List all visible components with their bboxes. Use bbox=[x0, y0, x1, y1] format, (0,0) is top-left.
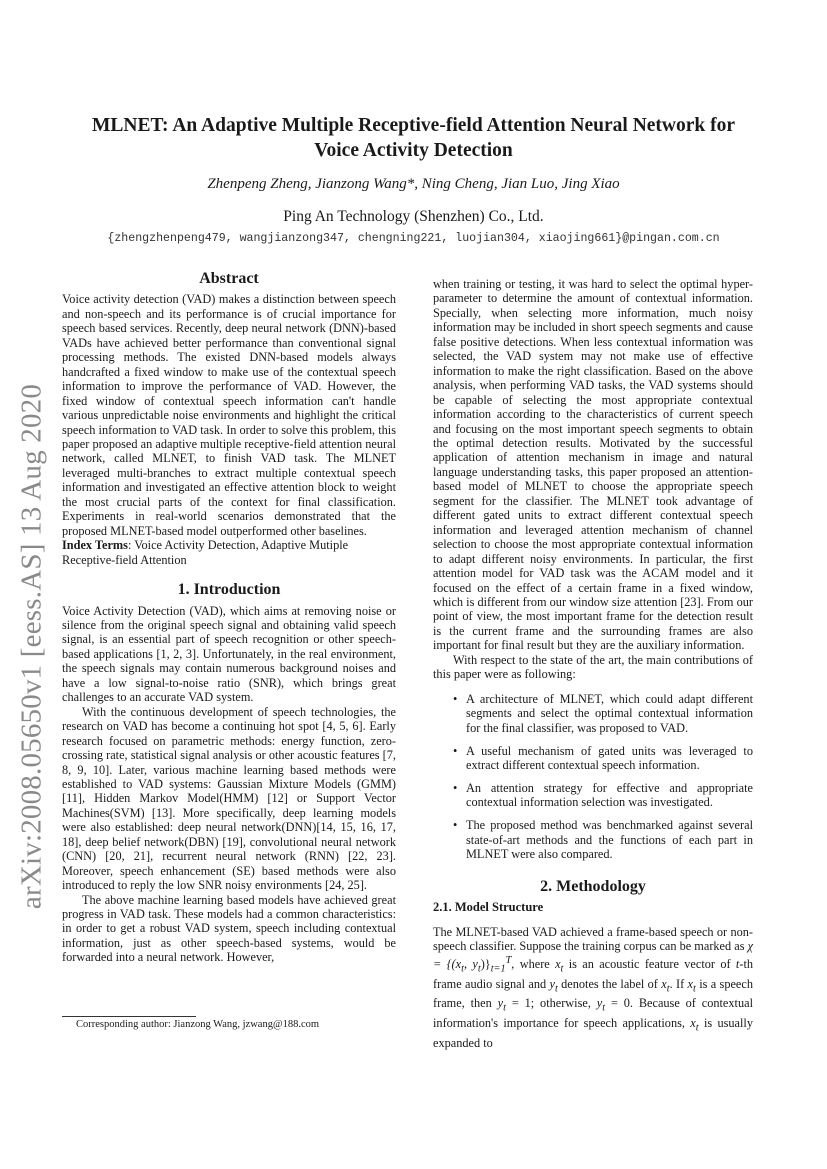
list-item-text: A useful mechanism of gated units was leveraged to extract different contextual speech information. bbox=[466, 743, 753, 772]
methodology-heading: 2. Methodology bbox=[540, 877, 646, 895]
methodology-paragraph bbox=[433, 925, 753, 1051]
title-line-2: Voice Activity Detection bbox=[314, 140, 513, 161]
authors: Zhenpeng Zheng, Jianzong Wang*, Ning Cheng, Jian Luo, Jing Xiao bbox=[207, 176, 620, 192]
text-segment: , where bbox=[511, 956, 556, 971]
title-line-1: MLNET: An Adaptive Multiple Receptive-field Attention Neural Network for bbox=[91, 115, 736, 136]
text-segment: t bbox=[602, 1002, 606, 1014]
footnote: Corresponding author: Jianzong Wang, jzwang@188.com bbox=[76, 1019, 320, 1030]
affiliation: Ping An Technology (Shenzhen) Co., Ltd. bbox=[283, 208, 544, 225]
text-segment: t bbox=[735, 956, 740, 971]
list-item-text: An attention strategy for effective and appropriate contextual information selection was investigated. bbox=[466, 780, 753, 810]
footnote-rule bbox=[62, 1016, 196, 1017]
index-terms bbox=[62, 538, 396, 567]
text-segment: )} bbox=[480, 956, 491, 971]
text-segment: . If bbox=[669, 976, 688, 991]
bullet-icon: • bbox=[453, 780, 458, 795]
abstract-text: Voice activity detection (VAD) makes a distinction between speech and non-speech and its performance is of crucial importance for speech based services. Recently, deep neural network (DNN)-based VADs have achieved better performance than conventional signal processing methods. The existed DNN-based models always handcrafted a fixed window to make use of the contextual speech information to improve the performance of VAD. However, the fixed window of contextual speech information can't handle various unpredictable noise environments and highlight the critical speech information to VAD task. In order to solve this problem, this paper proposed an adaptive multiple receptive-field attention neural network, called MLNET, to finish VAD task. The MLNET leveraged multi-branches to extract multiple contextual speech information and investigated an effective attention block to weight the most crucial parts of the context for final classification. Experiments in real-world scenarios demonstrated that the proposed MLNET-based model outperformed other baselines. bbox=[62, 292, 396, 538]
introduction-heading: 1. Introduction bbox=[177, 581, 281, 599]
paper-title bbox=[60, 113, 767, 163]
bullet-icon: • bbox=[453, 818, 458, 833]
text-segment: t bbox=[695, 1022, 699, 1034]
text-segment: is a speech frame, then bbox=[433, 976, 753, 1011]
bullet-icon: • bbox=[453, 743, 458, 758]
text-segment: is an acoustic feature vector of bbox=[563, 956, 736, 971]
text-segment: = 1; otherwise, bbox=[505, 996, 597, 1011]
text-segment: x bbox=[687, 976, 693, 991]
text-segment: = 0. Because of contextual information's importance for speech applications, bbox=[433, 996, 753, 1031]
text-segment: x bbox=[661, 976, 667, 991]
text-segment: y bbox=[497, 996, 504, 1011]
text-segment: denotes the label of bbox=[557, 976, 662, 991]
text-segment: x bbox=[690, 1016, 696, 1031]
list-item bbox=[433, 818, 753, 861]
list-item bbox=[433, 692, 753, 735]
intro-paragraph-5: With respect to the state of the art, the main contributions of this paper were as following: bbox=[433, 652, 753, 682]
intro-paragraph-2: With the continuous development of speech technologies, the research on VAD has become a continuing hot spot [4, 5, 6]. Early research focused on parametric methods: energy function, zero-crossing rate, statistical signal analysis or other acoustic features [7, 8, 9, 10]. Later, various machine learning based methods were established to VAD systems: Gaussian Mixture Models (GMM) [11], Hidden Markov Model(HMM) [12] or Support Vector Machines(SVM) [13]. More specifically, deep learning models were also established: deep neural network(DNN)[14, 15, 16, 17, 18], deep belief network(DBN) [19], convolutional neural network (CNN) [20, 21], recurrent neural network (RNN) [22, 23]. Moreover, speech enhancement (SE) based methods were also introduced to reply the low SNR noisy environments [24, 25]. bbox=[62, 704, 396, 893]
right-column bbox=[433, 277, 753, 1051]
text-segment: t bbox=[461, 963, 464, 975]
text-segment: t bbox=[503, 1002, 506, 1014]
text-segment: is usually expanded to bbox=[433, 1016, 754, 1051]
intro-paragraph-1: Voice Activity Detection (VAD), which aims at removing noise or silence from the original speech signal and obtaining valid speech signal, is an essential part of speech recognition or other speech-based applications [1, 2, 3]. Unfortunately, in the real environment, the speech signals may contain numerous background noises and have a low signal-to-noise ratio (SNR), which brings great challenges to an accurate VAD system. bbox=[62, 603, 396, 705]
text-segment: -th frame audio signal and bbox=[433, 956, 754, 991]
list-item bbox=[433, 744, 753, 773]
text-segment: x bbox=[555, 956, 561, 971]
list-item bbox=[433, 781, 753, 810]
text-segment: t bbox=[666, 982, 670, 994]
index-terms-text: : Voice Activity Detection, Adaptive Mutiple Receptive-field Attention bbox=[62, 538, 349, 567]
intro-paragraph-4: when training or testing, it was hard to select the optimal hyper-parameter to determine the amount of contextual information. Specially, when selecting more information, much noisy information may be included in short speech segments and cause false positive detections. When less contextual information was selected, the VAD system may not make use of effective information to make the right classification. Based on the above analysis, when performing VAD tasks, the VAD systems should be capable of selecting the most appropriate contextual information according to the characteristics of current speech and focusing on the most important speech segments to obtain the optimal detection results. Motivated by the successful application of attention mechanism in image and natural language understanding tasks, this paper proposed an attention-based model of MLNET to choose the appropriate speech segment for the classifier. The MLNET took advantage of different gated units to extract different contextual speech information and leveraged attention mechanism of channel selection to choose the most appropriate contextual information to adapt different noisy environments. In particular, the first attention model for VAD task was the ACAM model and it focused on the effect of a certain frame in a fixed window, which is different from our window size attention [23]. From our point of view, the most important frame for the detection result is the current frame and the surrounding frames are also important for final result but they are the auxiliary information. bbox=[433, 277, 753, 653]
text-segment: y bbox=[596, 996, 603, 1011]
abstract-heading: Abstract bbox=[199, 270, 259, 287]
text-segment: t bbox=[693, 982, 696, 994]
intro-paragraph-3: The above machine learning based models have achieved great progress in VAD task. These models had a common characteristics: in order to get a robust VAD system, speech including contextual information, just as other speech-based systems, would be forwarded into a neural network. However, bbox=[62, 892, 396, 965]
list-item-text: The proposed method was benchmarked against several state-of-art methods and the functions of each part in MLNET were also compared. bbox=[466, 818, 753, 862]
emails: {zhengzhenpeng479, wangjianzong347, chengning221, luojian304, xiaojing661}@pingan.com.cn bbox=[107, 232, 720, 245]
list-item-text: A architecture of MLNET, which could adapt different segments and select the optimal contextual information for the final classifier, was proposed to VAD. bbox=[466, 691, 753, 735]
arxiv-stamp: arXiv:2008.05650v1 [eess.AS] 13 Aug 2020 bbox=[15, 383, 48, 910]
contributions-list bbox=[433, 692, 753, 862]
text-segment: y bbox=[549, 976, 555, 991]
text-segment: , y bbox=[463, 956, 478, 971]
text-segment: t bbox=[560, 963, 564, 975]
text-segment: χ = {(x bbox=[433, 939, 753, 971]
text-segment: T bbox=[505, 954, 512, 966]
bullet-icon: • bbox=[453, 691, 458, 706]
left-column bbox=[62, 272, 396, 965]
text-segment: t=1 bbox=[490, 963, 506, 975]
text-segment: t bbox=[477, 963, 481, 975]
text-segment: t bbox=[554, 982, 558, 994]
model-structure-heading: 2.1. Model Structure bbox=[433, 900, 544, 915]
index-terms-label: Index Terms bbox=[62, 538, 128, 553]
text-segment: The MLNET-based VAD achieved a frame-based speech or non-speech classifier. Suppose the training corpus can be marked as bbox=[433, 924, 753, 954]
